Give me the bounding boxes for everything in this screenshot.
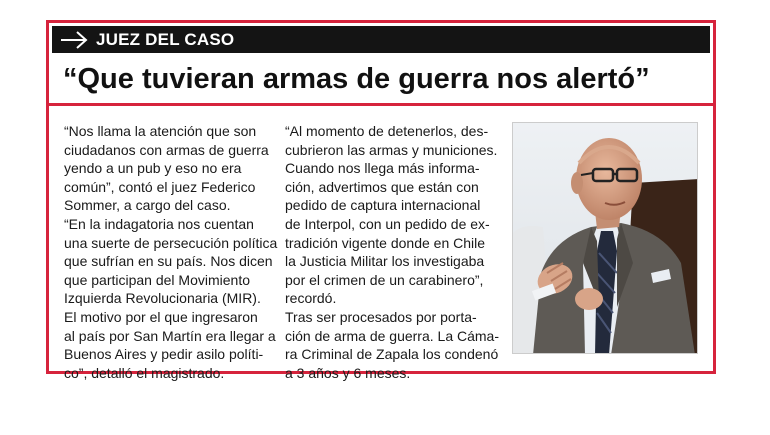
text-column-1 [64, 122, 284, 382]
section-label: JUEZ DEL CASO [96, 29, 235, 49]
text-line: por el crimen de un carabinero”, [285, 271, 484, 288]
text-column-2 [285, 122, 500, 382]
text-line: ra Criminal de Zapala los condenó [285, 346, 499, 363]
text-line: El motivo por el que ingresaron [64, 308, 258, 325]
arrow-right-icon [60, 31, 88, 49]
text-line: Buenos Aires y pedir asilo políti- [64, 346, 264, 363]
text-line: ciudadanos con armas de guerra [64, 141, 269, 158]
text-line: tradición vigente donde en Chile [285, 234, 486, 251]
text-line: que sufrían en su país. Nos dicen [64, 253, 273, 270]
text-line: Tras ser procesados por porta- [285, 308, 477, 325]
text-line: común”, contó el juez Federico [64, 178, 256, 195]
text-line: ción, advertimos que están con [285, 178, 479, 195]
judge-photo [512, 122, 698, 354]
text-line: “Al momento de detenerlos, des- [285, 123, 489, 139]
headline: “Que tuvieran armas de guerra nos alertó” [63, 63, 650, 95]
text-line: ción de arma de guerra. La Cáma- [285, 327, 499, 344]
text-line: Sommer, a cargo del caso. [64, 197, 231, 214]
judge-portrait-image [513, 123, 698, 354]
text-line: de Interpol, con un pedido de ex- [285, 215, 490, 232]
text-line: Izquierda Revolucionaria (MIR). [64, 290, 261, 307]
text-line: la Justicia Militar los investigaba [285, 253, 485, 270]
text-line: una suerte de persecución política [64, 234, 278, 251]
text-line: recordó. [285, 290, 337, 307]
text-line: a 3 años y 6 meses. [285, 364, 411, 381]
section-bar [52, 26, 710, 53]
text-line: al país por San Martín era llegar a [64, 327, 276, 344]
text-line: pedido de captura internacional [285, 197, 481, 214]
text-line: “En la indagatoria nos cuentan [64, 215, 254, 232]
text-line: que participan del Movimiento [64, 271, 250, 288]
text-line: cubrieron las armas y municiones. [285, 141, 498, 158]
headline-box [46, 20, 716, 106]
text-line: co”, detalló el magistrado. [64, 364, 225, 381]
text-line: Cuando nos llega más informa- [285, 160, 480, 177]
text-line: “Nos llama la atención que son [64, 123, 257, 139]
text-line: yendo a un pub y eso no era [64, 160, 242, 177]
